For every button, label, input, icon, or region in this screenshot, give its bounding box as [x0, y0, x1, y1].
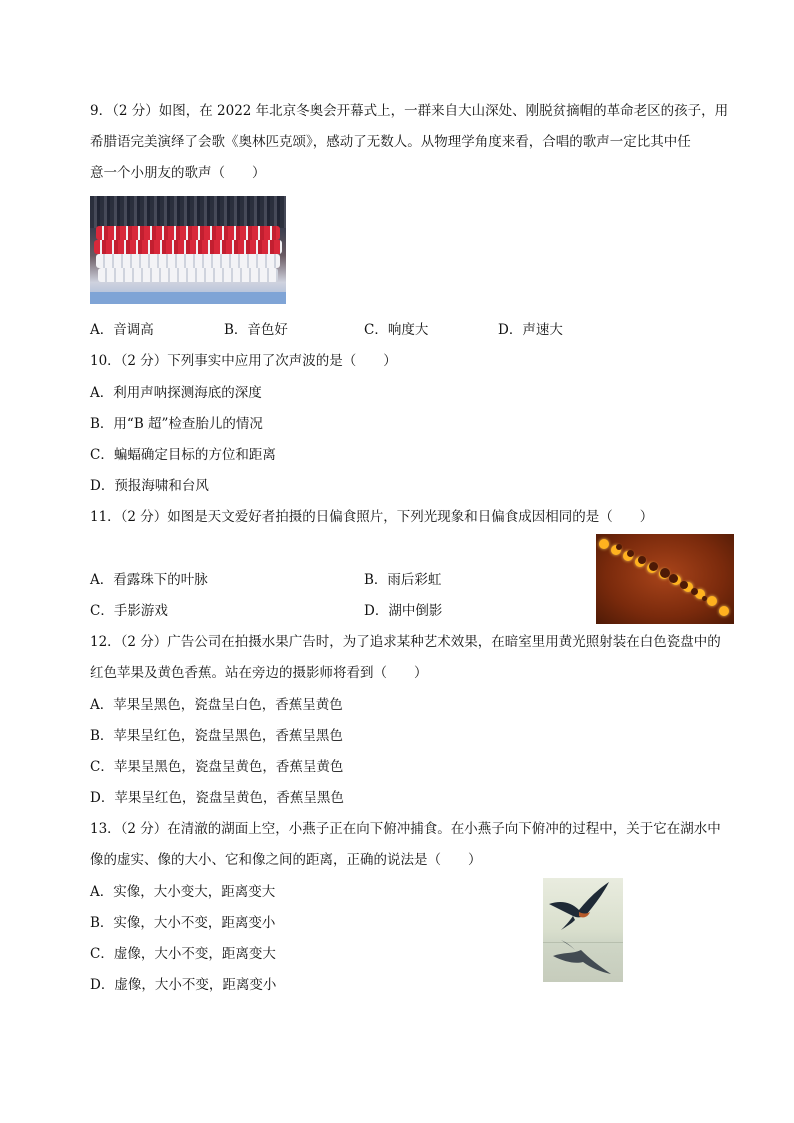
- q11-text-line1: 11．（2 分）如图是天文爱好者拍摄的日偏食照片，下列光现象和日偏食成因相同的是（ ）: [90, 509, 654, 525]
- q13-text-line2: 像的虚实、像的大小、它和像之间的距离，正确的说法是（ ）: [90, 852, 482, 868]
- q13-option-d: D．虚像，大小不变，距离变小: [90, 977, 277, 993]
- q11-option-a: A．看露珠下的叶脉: [90, 572, 208, 588]
- q10-option-d: D．预报海啸和台风: [90, 478, 209, 494]
- q13-option-c: C．虚像，大小不变，距离变大: [90, 946, 276, 962]
- q11-option-b: B．雨后彩虹: [364, 572, 442, 588]
- q13-option-b: B．实像，大小不变，距离变小: [90, 915, 276, 931]
- q10-option-a: A．利用声呐探测海底的深度: [90, 385, 262, 401]
- q12-option-c: C．苹果呈黑色，瓷盘呈黄色，香蕉呈黄色: [90, 759, 344, 775]
- q9-text-line1: 9．（2 分）如图，在 2022 年北京冬奥会开幕式上，一群来自大山深处、刚脱贫摘帽的革命老区的孩子，用: [90, 103, 729, 119]
- eclipse-photo: [596, 534, 734, 624]
- q12-text-line1: 12．（2 分）广告公司在拍摄水果广告时，为了追求某种艺术效果，在暗室里用黄光照射装在白色瓷盘中的: [90, 634, 721, 650]
- q12-option-a: A．苹果呈黑色，瓷盘呈白色，香蕉呈黄色: [90, 697, 343, 713]
- q9-option-a: A．音调高: [90, 322, 154, 338]
- q9-option-d: D．声速大: [498, 322, 563, 338]
- q12-option-d: D．苹果呈红色，瓷盘呈黄色，香蕉呈黑色: [90, 790, 344, 806]
- q13-option-a: A．实像，大小变大，距离变大: [90, 884, 276, 900]
- q9-option-b: B．音色好: [224, 322, 288, 338]
- swallow-illustration: [543, 878, 623, 982]
- q11-option-d: D．湖中倒影: [364, 603, 443, 619]
- q10-option-c: C．蝙蝠确定目标的方位和距离: [90, 447, 276, 463]
- q10-text-line1: 10．（2 分）下列事实中应用了次声波的是（ ）: [90, 353, 397, 369]
- q12-option-b: B．苹果呈红色，瓷盘呈黑色，香蕉呈黑色: [90, 728, 343, 744]
- q9-text-line2: 希腊语完美演绎了会歌《奥林匹克颂》，感动了无数人。从物理学角度来看，合唱的歌声一定比其中任: [90, 134, 691, 150]
- q12-text-line2: 红色苹果及黄色香蕉。站在旁边的摄影师将看到（ ）: [90, 665, 428, 681]
- q9-text-line3: 意一个小朋友的歌声（ ）: [90, 165, 266, 181]
- q11-option-c: C．手影游戏: [90, 603, 168, 619]
- choir-photo: [90, 196, 286, 304]
- q9-option-c: C．响度大: [364, 322, 429, 338]
- swallow-photo: [543, 878, 623, 982]
- q10-option-b: B．用“B 超”检查胎儿的情况: [90, 416, 263, 432]
- q13-text-line1: 13．（2 分）在清澈的湖面上空，小燕子正在向下俯冲捕食。在小燕子向下俯冲的过程中，关于它在湖水中: [90, 821, 721, 837]
